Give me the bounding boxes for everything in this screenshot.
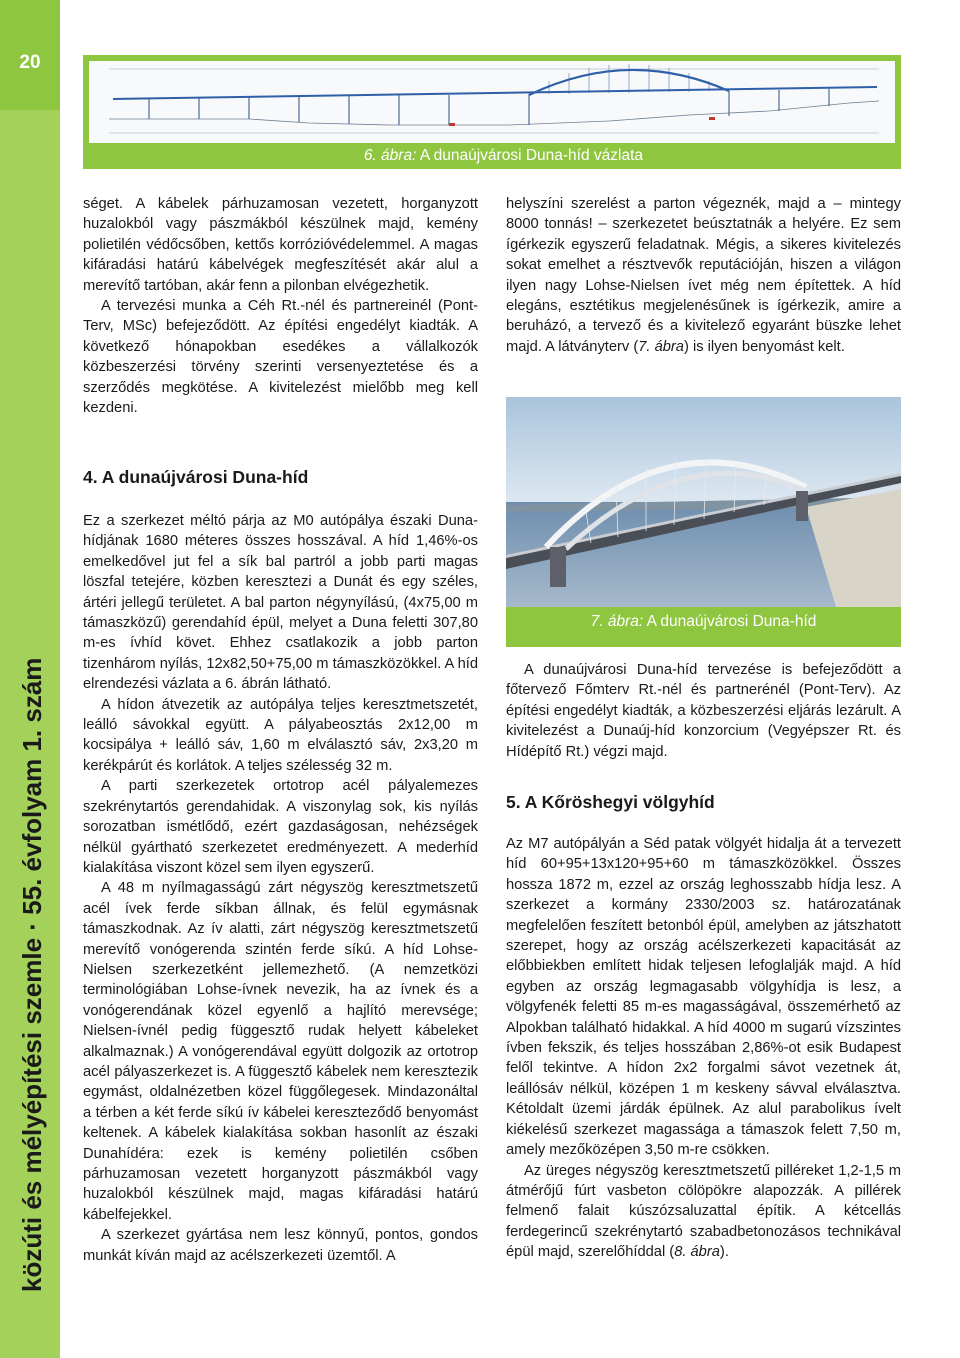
figure-6 [83,55,901,169]
paragraph: A 48 m nyílmagasságú zárt négyszög keresztmetszetű acél ívek ferde síkban állnak, és felül egymásnak támaszkodnak. Az ív alatti, zárt négyszög keresztmetszetű merevítő vonógerenda szintén ferde síkú. A híd Lohse-Nielsen szerkezetként jellemezhető. (A nemzetközi terminológiában Lohse-ívnek nevezik, ha az ívnek és a vonógerendának közel egyenlő a hajlító merevsége; Nielsen-ívnél pedig függesztő rudak helyett kábeleket alkalmaznak.) A vonógerendával együtt dolgozik az ortotrop acél pályaszerkezet is. A függesztő kábelek nem keresztezik egymást, oldalnézetben közel függőlegesek. Mindazonáltal a térben a két ferde síkú ív kábelei kereszteződő benyomást keltenek. A kábelek kialakítása sokban hasonlít az északi Dunahídéra: ezek is kemény polietilén csőben párhuzamosan vezetett horganyzott pászmákból vagy huzalokból készülnek majd, magas kifáradási határú kábelfejekkel. [83,880,478,1223]
paragraph: A hídon átvezetik az autópálya teljes keresztmetszetét, leálló sávokkal együtt. A pályabeosztás 2x12,00 m kocsipálya + leálló sáv, 1,60 m elválasztó sáv, 2x3,20 m kerékpárút és korlátok. A teljes szélesség 32 m. [83,696,478,774]
column-2-section-5 [506,834,901,1263]
page-sidebar [0,0,60,1358]
column-1-top [83,194,478,418]
figure-7-label: 7. ábra: [590,613,644,630]
bridge-elevation-drawing [89,61,895,143]
page-number: 20 [19,52,41,73]
figure-7-caption [506,613,901,631]
section-4-heading: 4. A dunaújvárosi Duna-híd [83,467,309,487]
bridge-rendering [506,397,901,607]
figure-6-caption [83,147,901,165]
paragraph: A tervezési munka a Céh Rt.-nél és partnereinél (Pont-Terv, MSc) befejeződött. Az építési engedélyt kiadták. A következő hónapokban esedékes a vállalkozók közbeszerzési törvény szerinti versenyeztetése és a szerződés megkötése. A kivitelezést mielőbb meg kell kezdeni. [83,298,478,417]
paragraph: A parti szerkezetek ortotrop acél pályalemezes szekrénytartós gerendahidak. A viszonylag sok, kis nyílás sorozatban ismétlődő, ezért gazdaságosan, nehézségek nélkül gyártható szerkezetet eredményezett. A mederhíd kialakítása viszont közel sem ilyen egyszerű. [83,778,478,876]
figure-7-caption-text: A dunaújvárosi Duna-híd [643,613,817,630]
section-5-heading: 5. A Kőröshegyi völgyhíd [506,792,715,812]
paragraph: Ez a szerkezet méltó párja az M0 autópálya északi Duna-hídjának 1680 méteres összes hosszával. A híd 1,46%-os emelkedővel jut fel a sík bal partról a jobb parti magas löszfal tetejére, közben keresztezi a Dunát és egy széles, ártéri jellegű területet. A bal parton négynyílású, (4x75,00 m támaszközű) gerendahíd épül, melyet a Duna feletti 307,80 m-es ívhíd követ. Ehhez csatlakozik a jobb parton tizenhárom nyílás, 12x82,50+75,00 m támaszközökkel. A híd elrendezési vázlata a 6. ábrán látható. [83,513,478,693]
paragraph: Az M7 autópályán a Séd patak völgyét hidalja át a tervezett híd 60+95+13x120+95+60 m támaszközökkel. Összes hossza 1872 m, ezzel az ország leghosszabb hídja lesz. A szerkezet a kormány 2330/2003 sz. határozatának megfelelően feszített betonból épül, amelyben az játszhatott szerepet, hogy az ország acélszerkezeti kapacitását az előbbiekben említett hidak teljesen lefoglalják majd. A híd egyben az ország legmagasabb völgyhídja is lesz, a völgyfenék feletti 85 m-es magasságával, összemérhető az Alpokban található hidakkal. A híd 4000 m sugarú vízszintes ívben fekszik, és teljes hosszában 2,86%-ot esik Budapest felől tekintve. A hídon 2x2 forgalmi sávot vezetnek át, leállósáv nélkül, középen 1 m keskeny sávval elválasztva. Kétoldalt üzemi járdák épülnek. Az alul parabolikus ívelt kiékelésű szerkezet magassága a támaszok felett 7,50 m, amely mezőközépen 3,50 m-re csökken. [506,836,901,1159]
paragraph [506,194,901,357]
paragraph-text: Az üreges négyszög keresztmetszetű pilléreket 1,2-1,5 m átmérőjű fúrt vasbeton cölöpökre alapozzák. A pillérek felmenő falait kúszózsaluzattal építik. A kétcellás ferdegerincű szekrénytartó szabadbetonozásos technikával épül majd, szerelőhíddal ( [506,1162,901,1261]
paragraph [506,1161,901,1263]
paragraph: A dunaújvárosi Duna-híd tervezése is befejeződött a főtervező Főmterv Rt.-nél és partnerénél (Pont-Terv). Az építési engedélyt kiadták, a közbeszerzési eljárás lezárult. A kivitelezést a Dunaúj-híd konzorcium (Vegyépszer Rt. és Hídépítő Rt.) végzi majd. [506,662,901,760]
column-2-middle [506,660,901,762]
paragraph-text: helyszíni szerelést a parton végeznék, majd a – mintegy 8000 tonnás! – szerkezetet beúsztatnák a helyére. Ez sem ígérkezik egyszerű feladatnak. Mégis, a sikeres kivitelezés sokat emelhet a résztvevők reputációján, hiszen a világon ilyen nagy Lohse-Nielsen ívet még nem építettek. A híd elegáns, esztétikus megjelenésűnek is ígérkezik, amire a beruházó, a tervező és a kivitelező egyaránt büszke lehet majd. A látványterv ( [506,196,901,355]
paragraph: A szerkezet gyártása nem lesz könnyű, pontos, gondos munkát kíván majd az acélszerkezeti üzemtől. A [83,1227,478,1264]
journal-title: közúti és mélyépítési szemle · 55. évfolyam 1. szám [17,657,47,1292]
column-2-top [506,194,901,357]
paragraph-text-end: ). [719,1244,729,1261]
figure-6-caption-text: A dunaújvárosi Duna-híd vázlata [416,147,643,164]
column-1-section-4 [83,511,478,1266]
paragraph: séget. A kábelek párhuzamosan vezetett, horganyzott huzalokból vagy pászmákból készülnek majd, kemény polietilén védőcsőben, kettős korrózióvédelemmel. A magas kifáradási határú kábelvégek megfeszítését akár alul a merevítő tartóban, akár fenn a pilonban elvégezhetik. [83,196,478,294]
figure-7 [506,397,901,647]
paragraph-text-end: ) is ilyen benyomást kelt. [683,338,845,355]
figure-6-label: 6. ábra: [363,147,417,164]
figure-reference: 8. ábra [674,1244,720,1261]
figure-reference: 7. ábra [638,338,684,355]
